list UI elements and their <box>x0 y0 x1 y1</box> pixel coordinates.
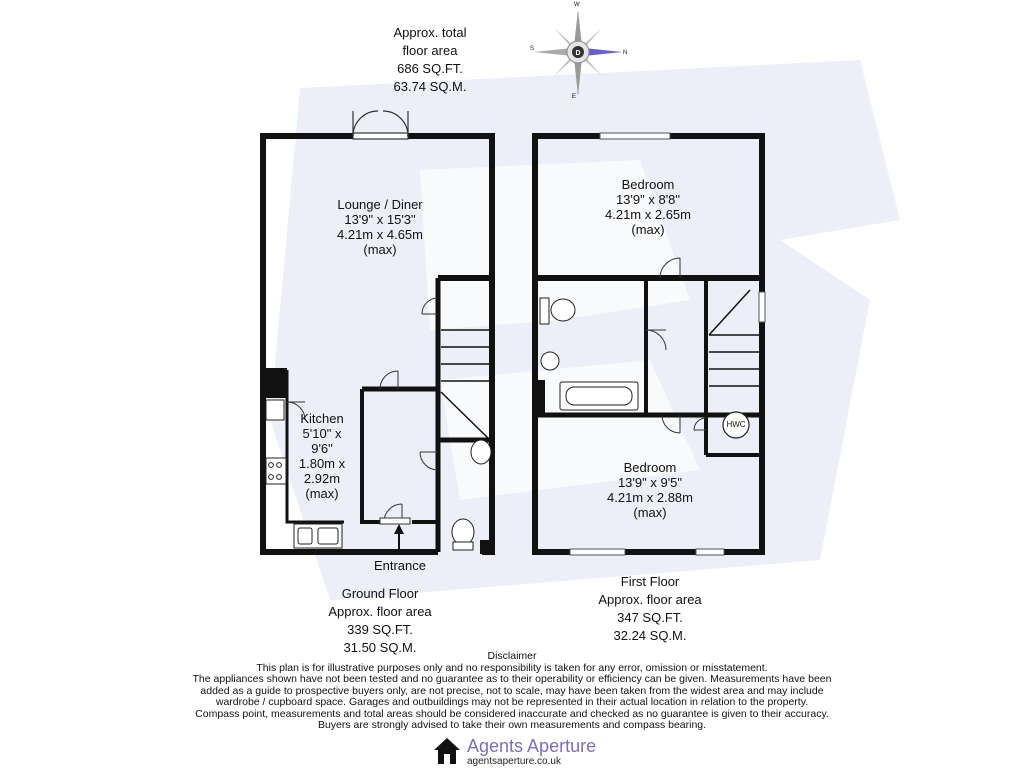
bedroom-2-label <box>580 460 720 520</box>
room-size-imperial: 13'9" x 15'3" <box>344 212 416 227</box>
floor-title: Ground Floor <box>341 586 419 601</box>
room-size-metric: 4.21m x 2.88m <box>607 490 693 505</box>
room-size-metric-a: 1.80m x <box>298 456 346 471</box>
brand-url: agentsaperture.co.uk <box>467 756 561 767</box>
floor-sqm: 32.24 SQ.M. <box>613 628 687 643</box>
floor-sqm: 31.50 SQ.M. <box>343 640 417 655</box>
total-area-line2: floor area <box>402 43 458 58</box>
bedroom-1-label <box>578 177 718 237</box>
ground-floor-info <box>310 585 450 657</box>
svg-text:D: D <box>575 50 581 57</box>
first-floor-info <box>580 573 720 645</box>
brand-name: Agents Aperture <box>467 736 597 756</box>
room-note: (max) <box>633 505 667 520</box>
first-floor-pillar <box>535 380 545 415</box>
room-name: Kitchen <box>300 411 344 426</box>
chimney-block <box>263 368 287 398</box>
disclaimer-line: Buyers are strongly advised to take their own measurements and compass bearing. <box>317 719 707 731</box>
compass-south-label: E <box>572 94 577 100</box>
total-area-block <box>360 24 500 96</box>
floor-subtitle: Approx. floor area <box>598 592 702 607</box>
room-size-imperial-b: 9'6" <box>311 441 333 456</box>
disclaimer-line: Compass point, measurements and total areas should be considered inaccurate and checked as no guarantee is given to their accuracy. <box>195 707 829 720</box>
total-area-sqm: 63.74 SQ.M. <box>393 79 467 94</box>
kitchen-label <box>290 411 354 501</box>
floor-sqft: 339 SQ.FT. <box>347 622 413 637</box>
disclaimer-line: The appliances shown have not been tested and no guarantee as to their operability or efficiency can be given. Measurements have been <box>192 673 832 685</box>
room-note: (max) <box>305 486 339 501</box>
lounge-label <box>300 197 460 257</box>
compass-west-label: S <box>530 46 535 52</box>
floor-sqft: 347 SQ.FT. <box>617 610 683 625</box>
room-note: (max) <box>363 242 397 257</box>
disclaimer-line: This plan is for illustrative purposes only and no responsibility is taken for any error, omission or misstatement. <box>256 661 768 674</box>
total-area-sqft: 686 SQ.FT. <box>397 61 463 76</box>
floor-title: First Floor <box>620 574 680 589</box>
floor-subtitle: Approx. floor area <box>328 604 432 619</box>
compass-east-label: N <box>623 50 628 56</box>
disclaimer-title: Disclaimer <box>487 650 537 662</box>
compass-north-label: W <box>574 2 580 8</box>
room-name: Bedroom <box>621 177 675 192</box>
room-size-metric-b: 2.92m <box>303 471 341 486</box>
room-size-imperial-a: 5'10" x <box>302 426 342 441</box>
disclaimer-line: added as a guide to prospective buyers only, are not precise, not to scale, may have been taken from the widest area and may include <box>200 684 824 697</box>
disclaimer <box>140 651 884 732</box>
room-size-metric: 4.21m x 2.65m <box>605 207 691 222</box>
room-size-metric: 4.21m x 4.65m <box>337 227 423 242</box>
entrance-label: Entrance <box>373 558 427 573</box>
pillar-block <box>480 540 492 554</box>
house-logo-icon <box>432 736 462 766</box>
room-note: (max) <box>631 222 665 237</box>
room-name: Bedroom <box>623 460 677 475</box>
room-size-imperial: 13'9" x 8'8" <box>615 192 681 207</box>
room-size-imperial: 13'9" x 9'5" <box>617 475 683 490</box>
hwc-label: HWC <box>726 420 746 429</box>
total-area-line1: Approx. total <box>393 25 467 40</box>
disclaimer-line: wardrobe / cupboard space. Garages and outbuildings may not be represented in their actual location in relation to the property. <box>215 696 809 708</box>
room-name: Lounge / Diner <box>337 197 423 212</box>
